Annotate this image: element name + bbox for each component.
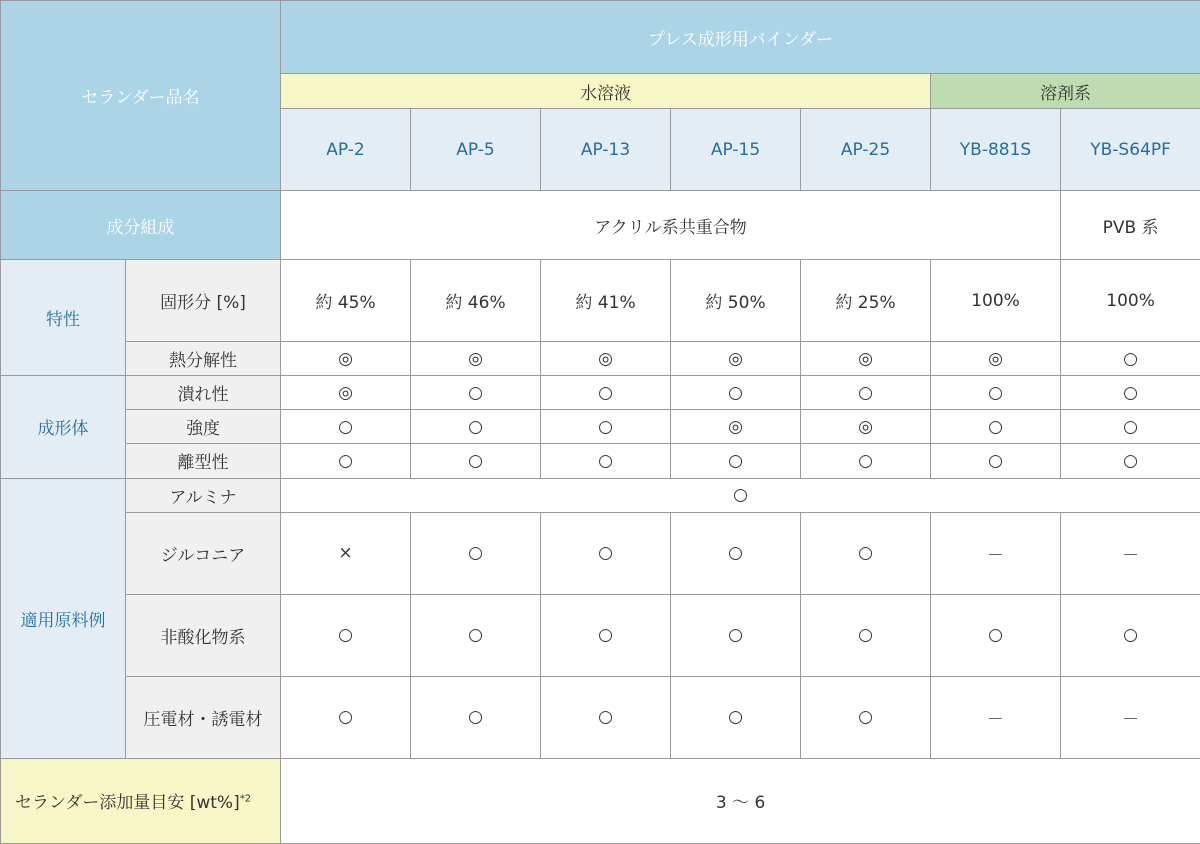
product-ap-13: AP-13 [541,109,671,191]
non-oxide-cell: ○ [1061,594,1200,676]
thermal-decomposition-cell: ◎ [541,342,671,376]
zirconia-cell: － [931,512,1061,594]
additive-amount-label [1,758,281,843]
non-oxide-cell: ○ [931,594,1061,676]
strength-cell: ◎ [801,410,931,444]
crushability-cell: ○ [411,376,541,410]
zirconia-cell: － [1061,512,1200,594]
product-ap-2: AP-2 [281,109,411,191]
product-yb-881s: YB-881S [931,109,1061,191]
aqueous-group-header: 水溶液 [281,74,931,109]
strength-cell: ◎ [671,410,801,444]
crushability-label: 潰れ性 [126,376,281,410]
strength-cell: ○ [1061,410,1200,444]
solid-content-label: 固形分 [%] [126,260,281,342]
alumina-cell: ○ [281,478,1200,512]
product-yb-s64pf: YB-S64PF [1061,109,1200,191]
piezo-dielectric-cell: ○ [801,676,931,758]
solid-content-cell: 約 25% [801,260,931,342]
crushability-cell: ○ [671,376,801,410]
crushability-cell: ○ [541,376,671,410]
solid-content-cell: 約 46% [411,260,541,342]
thermal-decomposition-label: 熱分解性 [126,342,281,376]
product-name-header: セランダー品名 [1,1,281,191]
thermal-decomposition-cell: ○ [1061,342,1200,376]
solid-content-cell: 約 50% [671,260,801,342]
strength-cell: ○ [411,410,541,444]
solvent-group-header: 溶剤系 [931,74,1200,109]
zirconia-cell: ○ [801,512,931,594]
zirconia-cell: ○ [411,512,541,594]
product-ap-5: AP-5 [411,109,541,191]
release-cell: ○ [801,444,931,478]
crushability-cell: ○ [801,376,931,410]
crushability-cell: ○ [931,376,1061,410]
thermal-decomposition-cell: ◎ [801,342,931,376]
non-oxide-cell: ○ [801,594,931,676]
zirconia-label: ジルコニア [126,512,281,594]
piezo-dielectric-cell: － [1061,676,1200,758]
crushability-cell: ◎ [281,376,411,410]
release-cell: ○ [1061,444,1200,478]
release-cell: ○ [931,444,1061,478]
zirconia-cell: × [281,512,411,594]
piezo-dielectric-cell: － [931,676,1061,758]
applications-category: 適用原料例 [1,478,126,758]
thermal-decomposition-cell: ◎ [671,342,801,376]
composition-label: 成分組成 [1,191,281,260]
product-ap-25: AP-25 [801,109,931,191]
release-cell: ○ [541,444,671,478]
release-cell: ○ [671,444,801,478]
strength-cell: ○ [281,410,411,444]
non-oxide-label: 非酸化物系 [126,594,281,676]
piezo-dielectric-label: 圧電材・誘電材 [126,676,281,758]
alumina-label: アルミナ [126,478,281,512]
non-oxide-cell: ○ [411,594,541,676]
strength-cell: ○ [541,410,671,444]
solid-content-cell: 約 45% [281,260,411,342]
properties-category: 特性 [1,260,126,376]
release-cell: ○ [411,444,541,478]
piezo-dielectric-cell: ○ [411,676,541,758]
non-oxide-cell: ○ [541,594,671,676]
piezo-dielectric-cell: ○ [281,676,411,758]
piezo-dielectric-cell: ○ [671,676,801,758]
zirconia-cell: ○ [671,512,801,594]
non-oxide-cell: ○ [281,594,411,676]
crushability-cell: ○ [1061,376,1200,410]
footnote-mark: *2 [239,793,252,805]
release-cell: ○ [281,444,411,478]
thermal-decomposition-cell: ◎ [281,342,411,376]
solid-content-cell: 100% [1061,260,1200,342]
solid-content-cell: 100% [931,260,1061,342]
release-label: 離型性 [126,444,281,478]
composition-acrylic: アクリル系共重合物 [281,191,1061,260]
strength-label: 強度 [126,410,281,444]
solid-content-cell: 約 41% [541,260,671,342]
product-ap-15: AP-15 [671,109,801,191]
thermal-decomposition-cell: ◎ [411,342,541,376]
molded-body-category: 成形体 [1,376,126,478]
additive-amount-value: 3 ～ 6 [281,758,1200,843]
piezo-dielectric-cell: ○ [541,676,671,758]
composition-pvb: PVB 系 [1061,191,1200,260]
zirconia-cell: ○ [541,512,671,594]
press-molding-binder-header: プレス成形用バインダー [281,1,1200,74]
non-oxide-cell: ○ [671,594,801,676]
strength-cell: ○ [931,410,1061,444]
additive-amount-text: セランダー添加量目安 [wt%] [15,793,240,814]
thermal-decomposition-cell: ◎ [931,342,1061,376]
